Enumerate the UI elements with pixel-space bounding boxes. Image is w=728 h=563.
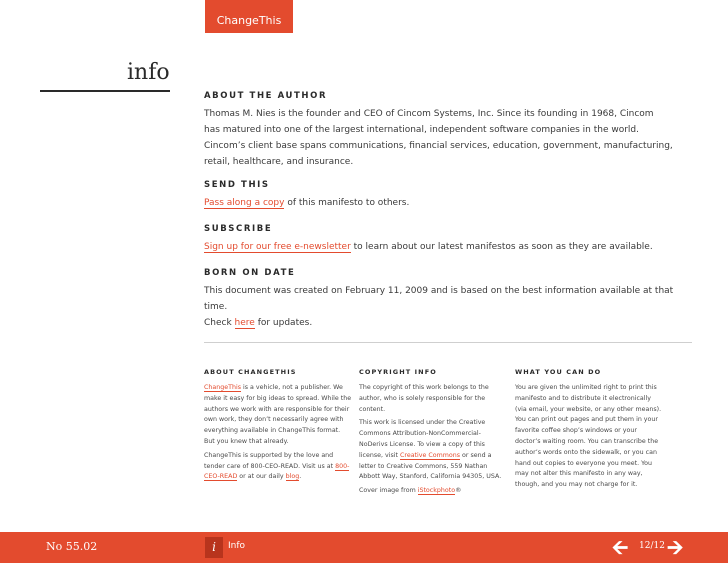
about-author-heading: ABOUT THE AUTHOR bbox=[204, 91, 328, 101]
copyright-heading: COPYRIGHT INFO bbox=[359, 368, 437, 376]
subscribe-heading: SUBSCRIBE bbox=[204, 224, 273, 234]
born-on-section: BORN ON DATE This document was created on February 11, 2009 and is based on the best information available at that time. Check here for updates. bbox=[204, 268, 684, 331]
creative-commons-link[interactable]: Creative Commons bbox=[399, 451, 461, 459]
changethis-link[interactable]: ChangeThis bbox=[204, 384, 241, 391]
newsletter-signup-link[interactable]: Sign up for our free e-newsletter bbox=[204, 242, 351, 252]
ceo-read-link[interactable]: 800-CEO-READ bbox=[204, 462, 350, 481]
info-label[interactable]: Info bbox=[228, 541, 246, 551]
about-author-section bbox=[204, 91, 684, 170]
section-divider bbox=[40, 90, 170, 92]
what-you-can-do-column: WHAT YOU CAN DO You are given the unlimited right to print this manifesto and to distribute it electronically (via email, your website, or any other means). You can print out pages and put them in your favorite coffee shop’s windows or your doctor’s waiting room. You can transcribe the author’s words onto the sidewalk, or you can hand out copies to everyone you meet. You may not alter this manifesto in any way, though, and you may not charge for it. bbox=[515, 368, 662, 489]
brand-label: ChangeThis bbox=[216, 14, 282, 27]
istockphoto-link[interactable]: iStockphoto bbox=[417, 487, 456, 495]
updates-here-link[interactable]: here bbox=[234, 318, 255, 328]
info-icon[interactable]: i bbox=[205, 537, 223, 558]
section-title: info bbox=[127, 60, 170, 85]
copyright-column: COPYRIGHT INFO The copyright of this work belongs to the author, who is solely responsible for the content. This work is licensed under the Creative Commons Attribution-NonCommercial-NoDerivs License. To view a copy of this license, visit Creative Commons or send a letter to Creative Commons, 559 Nathan Abbott Way, Stanford, California 94305, USA. Cover image from iStockphoto® bbox=[359, 368, 507, 500]
send-this-section: SEND THIS Pass along a copy of this manifesto to others. bbox=[204, 180, 684, 211]
subscribe-section: SUBSCRIBE Sign up for our free e-newsletter to learn about our latest manifestos as soon as they are available. bbox=[204, 224, 684, 255]
arrow-left-icon[interactable]: 🡨 bbox=[612, 535, 629, 559]
about-changethis-column: ABOUT CHANGETHIS ChangeThis is a vehicle, not a publisher. We make it easy for big ideas to spread. While the authors we work with are responsible for their own work, they don’t necessarily agree with everything available in ChangeThis format. But you knew that already. ChangeThis is supported by the love and tender care of 800-CEO-READ. Visit us at 800-CEO-READ or at our daily blog. bbox=[204, 368, 352, 481]
about-changethis-heading: ABOUT CHANGETHIS bbox=[204, 368, 297, 376]
what-you-can-do-heading: WHAT YOU CAN DO bbox=[515, 368, 602, 376]
changethis-brand-tab[interactable] bbox=[205, 0, 293, 33]
footer-divider bbox=[204, 342, 692, 343]
footer-bar bbox=[0, 532, 728, 563]
pass-along-link[interactable]: Pass along a copy bbox=[204, 198, 285, 208]
send-this-heading: SEND THIS bbox=[204, 180, 270, 190]
page-number: 12/12 bbox=[639, 541, 665, 551]
issue-number: No 55.02 bbox=[46, 540, 98, 553]
blog-link[interactable]: blog bbox=[285, 473, 300, 481]
born-on-heading: BORN ON DATE bbox=[204, 268, 296, 278]
about-author-text: Thomas M. Nies is the founder and CEO of Cincom Systems, Inc. Since its founding in 1968, Cincom has matured into one of the largest international, independent software companies in the world. Cincom’s client base spans communications, financial services, education, government, manufacturing, retail, healthcare, and insurance. bbox=[204, 109, 673, 167]
arrow-right-icon[interactable]: 🡪 bbox=[667, 535, 684, 559]
